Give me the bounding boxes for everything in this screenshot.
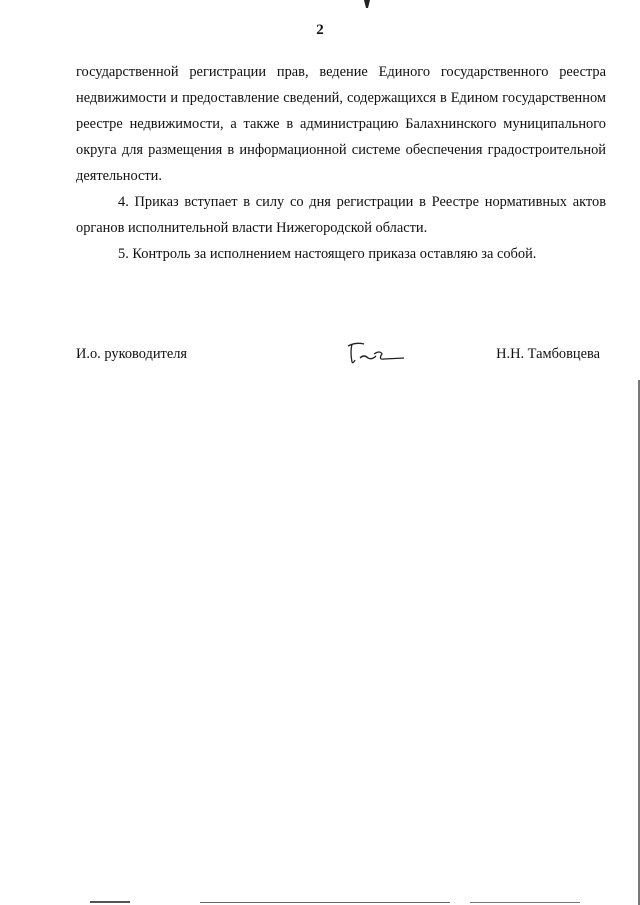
paragraph-5: 5. Контроль за исполнением настоящего приказа оставляю за собой. xyxy=(118,246,537,262)
handwritten-signature xyxy=(342,338,406,368)
page-number: 2 xyxy=(316,22,324,38)
scan-bottom-marks xyxy=(90,896,590,905)
scan-artifact-mark xyxy=(362,0,372,8)
signatory-name: Н.Н. Тамбовцева xyxy=(496,346,600,362)
paragraph-4: 4. Приказ вступает в силу со дня регистрации в Реестре нормативных актов органов исполнительной власти Нижегородской области. xyxy=(76,194,606,236)
paragraph-continuation: государственной регистрации прав, ведение Единого государственного реестра недвижимости и предоставление сведений, содержащихся в Едином государственном реестре недвижимости, а также в администрацию Балахнинского муниципального округа для размещения в информационной системе обеспечения градостроительной деятельности. xyxy=(76,64,606,184)
signatory-title: И.о. руководителя xyxy=(76,346,188,362)
